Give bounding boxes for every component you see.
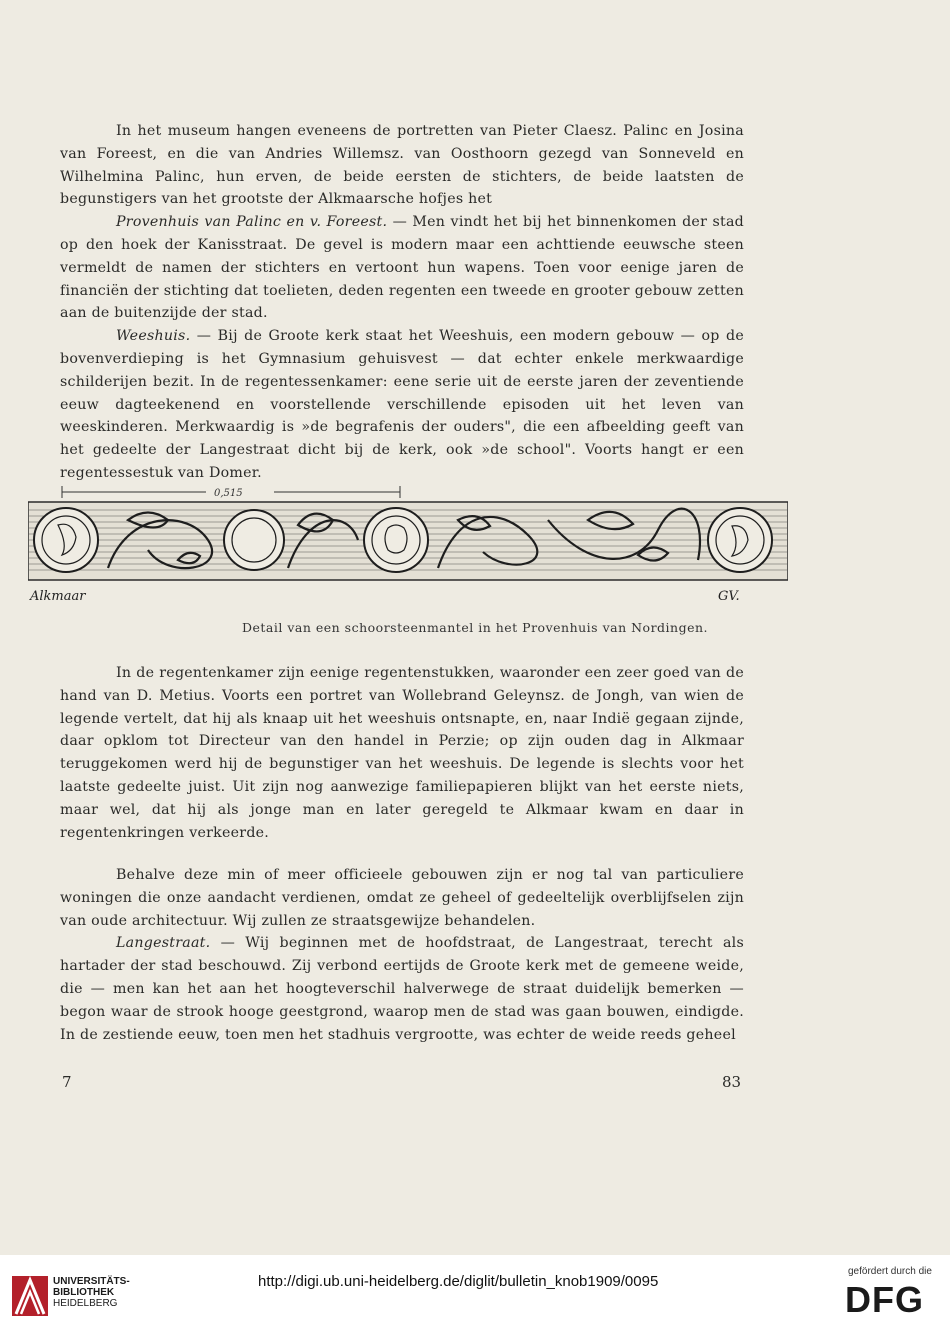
footer-bar [0,1255,950,1325]
university-library-name: UNIVERSITÄTS- BIBLIOTHEK HEIDELBERG [53,1276,130,1309]
section-title: Provenhuis van Palinc en v. Foreest. [116,214,388,231]
text-block-bottom [60,864,744,1046]
section-title: Weeshuis. [116,328,191,345]
dfg-logo: DFG [845,1279,924,1320]
paragraph: In het museum hangen eveneens de portretten van Pieter Claesz. Palinc en Josina van Foreest, en die van Andries Willemsz. van Oosthoorn gezegd van Sonneveld en Wilhelmina Palinc, hun erven, de beide eersten de stichters, de beide laatsten de begunstigers van het grootste der Alkmaarsche hofjes het [60,123,744,208]
figure-caption: Detail van een schoorsteenmantel in het Provenhuis van Nordingen. [241,620,709,635]
dfg-label: gefördert durch die [848,1266,932,1277]
paragraph: Provenhuis van Palinc en v. Foreest. — Men vindt het bij het binnenkomen der stad op den hoek der Kanisstraat. De gevel is modern maar een achttiende eeuwsche steen vermeldt de namen der stichters en vertoont hun wapens. Toen voor eenige jaren de financiën der stichting dat toelieten, deden regenten een tweede en grooter gebouw zetten aan de buitenzijde der stad. [60,214,744,322]
source-url[interactable]: http://digi.ub.uni-heidelberg.de/diglit/bulletin_knob1909/0095 [258,1273,659,1290]
scale-label: 0,515 [214,488,243,499]
ornament-figure [28,480,788,605]
signature-mark: 7 [62,1073,72,1091]
page-number: 83 [722,1073,742,1091]
section-title: Langestraat. [116,935,211,952]
university-library-logo-icon [10,1266,50,1320]
paragraph: In de regentenkamer zijn eenige regentenstukken, waaronder een zeer goed van de hand van D. Metius. Voorts een portret van Wollebrand Geleynsz. de Jongh, van wien de legende vertelt, dat hij als knaap uit het weeshuis ontsnapte, en, naar Indië gegaan zijnde, daar opklom tot Directeur van den handel in Perzie; op zijn ouden dag in Alkmaar teruggekomen werd hij de begunstiger van het weeshuis. De legende is slechts voor het laatste gedeelte juist. Uit zijn nog aanwezige familiepapieren blijkt van het eerste niets, maar wel, dat hij als jonge man en later geregeld te Alkmaar kwam en daar in regentenkringen verkeerde. [60,665,744,841]
text-block-middle [60,662,744,844]
signature-left: Alkmaar [30,589,86,604]
frieze-illustration [28,480,788,605]
paragraph: Behalve deze min of meer officieele gebouwen zijn er nog tal van particuliere woningen die onze aandacht verdienen, omdat ze geheel of gedeeltelijk overblijfselen zijn van oude architectuur. Wij zullen ze straatsgewijze behandelen. [60,867,744,929]
paragraph: Langestraat. — Wij beginnen met de hoofdstraat, de Langestraat, terecht als hartader der stad beschouwd. Zij verbond eertijds de Groote kerk met de gemeene weide, die — men kan het aan het hoogteverschil halverwege de straat duidelijk bemerken — begon waar de strook hooge geestgrond, waarop men de stad was gaan bouwen, eindigde. In de zestiende eeuw, toen men het stadhuis vergrootte, was echter de weide reeds geheel [60,935,744,1043]
signature-right: GV. [718,589,740,604]
text-block-top [60,120,744,485]
paragraph: Weeshuis. — Bij de Groote kerk staat het Weeshuis, een modern gebouw — op de bovenverdieping is het Gymnasium gehuisvest — dat echter enkele merkwaardige schilderijen bezit. In de regentessenkamer: eene serie uit de eerste jaren der zeventiende eeuw dagteekenend en voorstellende verschillende episoden uit het leven van weeskinderen. Merkwaardig is »de begrafenis der ouders", die een afbeelding geeft van het gedeelte der Langestraat dicht bij de kerk, ook »de school". Voorts hangt er een regentessestuk van Domer. [60,328,744,481]
